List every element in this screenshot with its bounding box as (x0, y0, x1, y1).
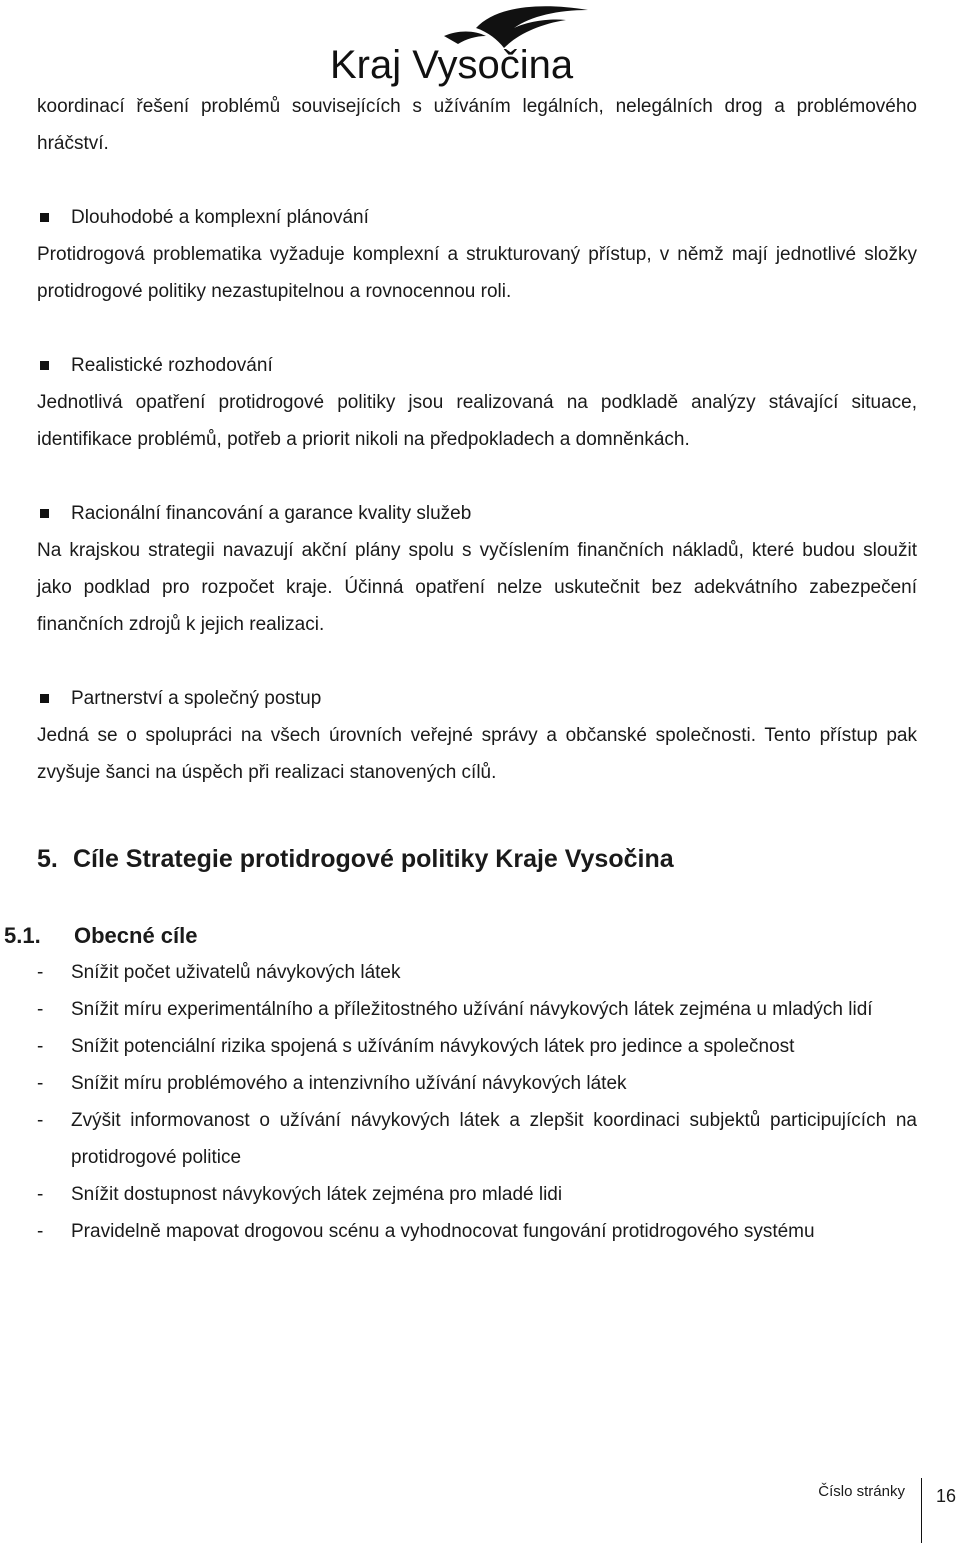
principle-text: Jednotlivá opatření protidrogové politiky jsou realizovaná na podkladě analýzy stávající situace, identifikace problémů, potřeb a priorit nikoli na předpokladech a domněnkách. (37, 392, 917, 450)
principle-heading (37, 347, 917, 384)
subchapter-title: Obecné cíle (74, 923, 198, 948)
chapter-title: Cíle Strategie protidrogové politiky Kraje Vysočina (73, 845, 674, 873)
square-bullet-icon (40, 509, 49, 518)
list-item: - Snížit počet uživatelů návykových látek (37, 954, 917, 991)
list-item: - Snížit dostupnost návykových látek zejména pro mladé lidi (37, 1176, 917, 1213)
principle-3 (37, 495, 917, 643)
dash-bullet: - (37, 999, 44, 1020)
list-item: - Snížit míru problémového a intenzivního užívání návykových látek (37, 1065, 917, 1102)
principle-heading (37, 199, 917, 236)
principle-4 (37, 680, 917, 791)
principle-heading (37, 680, 917, 717)
principle-heading-text: Dlouhodobé a komplexní plánování (71, 207, 369, 228)
logo-text: Kraj Vysočina (330, 43, 574, 87)
list-item: - Snížit míru experimentálního a příležitostného užívání návykových látek zejména u mladých lidí (37, 991, 917, 1028)
principle-1 (37, 199, 917, 310)
document-body (4, 88, 917, 1250)
page-number: 16 (935, 1486, 956, 1506)
dash-bullet: - (37, 1073, 44, 1094)
principle-text: Jedná se o spolupráci na všech úrovních veřejné správy a občanské společnosti. Tento přístup pak zvyšuje šanci na úspěch při realizaci stanovených cílů. (37, 725, 917, 783)
page-number-label: Číslo stránky (818, 1483, 905, 1500)
dash-bullet: - (37, 1110, 44, 1131)
square-bullet-icon (40, 213, 49, 222)
footer-divider (921, 1478, 922, 1543)
subchapter-number: 5.1. (4, 923, 41, 948)
principle-heading (37, 495, 917, 532)
dash-bullet: - (37, 1184, 44, 1205)
list-item: - Zvýšit informovanost o užívání návykových látek a zlepšit koordinaci subjektů participujících na protidrogové politice (37, 1102, 917, 1176)
dash-bullet: - (37, 1221, 44, 1242)
principle-heading-text: Racionální financování a garance kvality služeb (71, 503, 472, 524)
dash-bullet: - (37, 962, 44, 983)
principle-2 (37, 347, 917, 458)
logo-graphic (326, 2, 592, 88)
square-bullet-icon (40, 694, 49, 703)
list-item: - Snížit potenciální rizika spojená s užíváním návykových látek pro jedince a společnost (37, 1028, 917, 1065)
principle-heading-text: Realistické rozhodování (71, 355, 273, 376)
page-footer (800, 1478, 960, 1543)
principle-text: Na krajskou strategii navazují akční plány spolu s vyčíslením finančních nákladů, které budou sloužit jako podklad pro rozpočet kraje. Účinná opatření nelze uskutečnit bez adekvátního zabezpečení finančních zdrojů k jejich realizaci. (37, 540, 917, 635)
intro-paragraph: koordinací řešení problémů souvisejících s užíváním legálních, nelegálních drog a problémového hráčství. (37, 96, 917, 154)
dash-bullet: - (37, 1036, 44, 1057)
principle-heading-text: Partnerství a společný postup (71, 688, 322, 709)
subchapter-heading (4, 917, 917, 954)
goals-list (37, 954, 917, 1250)
chapter-heading (37, 839, 917, 879)
list-item: - Pravidelně mapovat drogovou scénu a vyhodnocovat fungování protidrogového systému (37, 1213, 917, 1250)
chapter-number: 5. (37, 845, 58, 873)
principle-text: Protidrogová problematika vyžaduje komplexní a strukturovaný přístup, v němž mají jednotlivé složky protidrogové politiky nezastupitelnou a rovnocennou roli. (37, 244, 917, 302)
kraj-vysocina-logo (326, 2, 592, 88)
square-bullet-icon (40, 361, 49, 370)
